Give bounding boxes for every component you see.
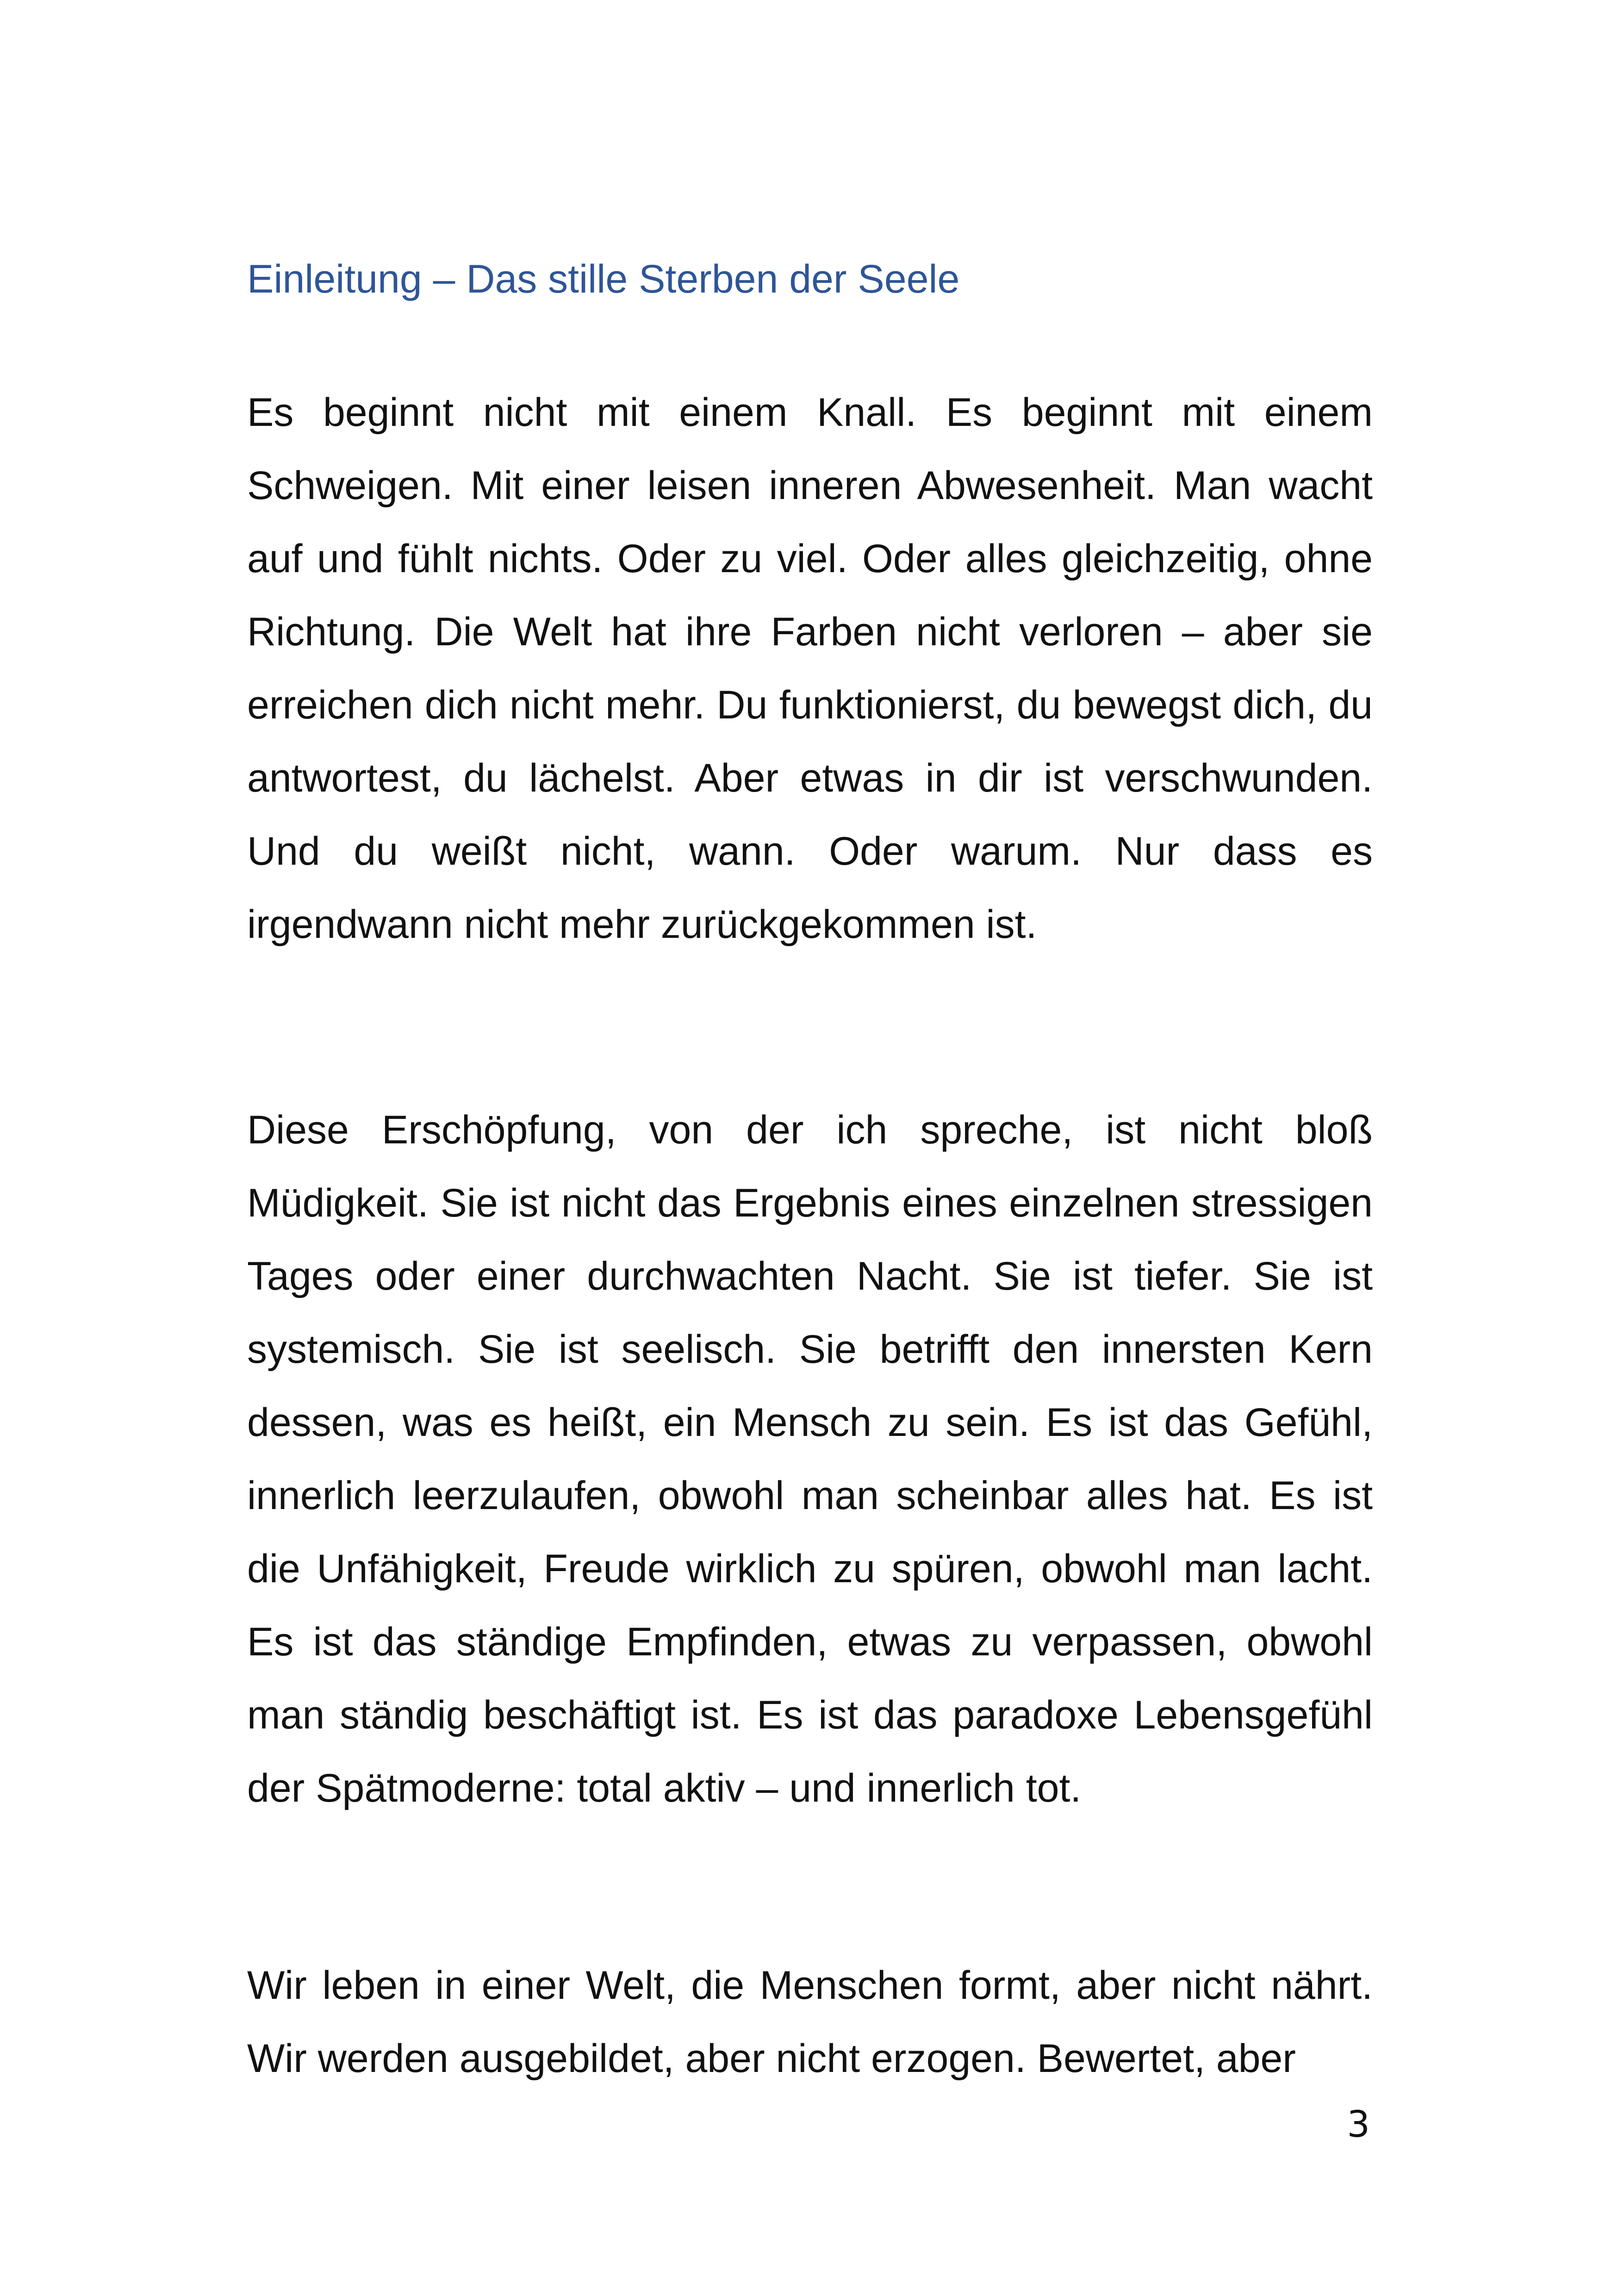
paragraph-1: Es beginnt nicht mit einem Knall. Es beginnt mit einem Schweigen. Mit einer leisen inneren Abwesenheit. Man wacht auf und fühlt nichts. Oder zu viel. Oder alles gleichzeitig, ohne Richtung. Die Welt hat ihre Farben nicht verloren – aber sie erreichen dich nicht mehr. Du funktionierst, du bewegst dich, du antwortest, du lächelst. Aber etwas in dir ist verschwunden. Und du weißt nicht, wann. Oder warum. Nur dass es irgendwann nicht mehr zurückgekommen ist. [247,390,1373,947]
paragraph-3: Wir leben in einer Welt, die Menschen formt, aber nicht nährt. Wir werden ausgebildet, aber nicht erzogen. Bewertet, aber [247,1963,1373,2081]
page-number: 3 [1347,2104,1370,2146]
chapter-heading: Einleitung – Das stille Sterben der Seele [247,257,960,301]
paragraph-2: Diese Erschöpfung, von der ich spreche, ist nicht bloß Müdigkeit. Sie ist nicht das Ergebnis eines einzelnen stressigen Tages oder einer durchwachten Nacht. Sie ist tiefer. Sie ist systemisch. Sie ist seelisch. Sie betrifft den innersten Kern dessen, was es heißt, ein Mensch zu sein. Es ist das Gefühl, innerlich leerzulaufen, obwohl man scheinbar alles hat. Es ist die Unfähigkeit, Freude wirklich zu spüren, obwohl man lacht. Es ist das ständige Empfinden, etwas zu verpassen, obwohl man ständig beschäftigt ist. Es ist das paradoxe Lebensgefühl der Spätmoderne: total aktiv – und innerlich tot. [247,1108,1373,1810]
